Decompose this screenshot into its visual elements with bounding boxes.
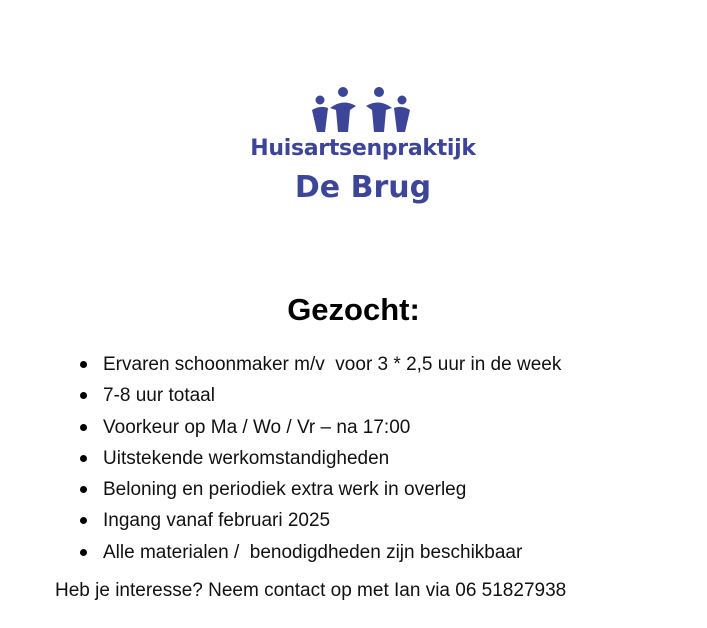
list-item [103, 537, 707, 568]
logo-name-line1: Huisartsenpraktijk [250, 136, 476, 161]
list-item [103, 505, 707, 536]
list-item [103, 349, 707, 380]
list-item-text: Ingang vanaf februari 2025 [103, 510, 331, 532]
list-item-text: Voorkeur op Ma / Wo / Vr – na 17:00 [103, 416, 411, 438]
list-item [103, 443, 707, 474]
requirements-list [60, 349, 707, 568]
bullet-icon [80, 549, 87, 556]
bullet-icon [80, 392, 87, 399]
list-item [103, 380, 707, 411]
bullet-icon [80, 424, 87, 431]
logo-name-line2: De Brug [294, 170, 432, 205]
bullet-icon [80, 486, 87, 493]
list-item-text: Ervaren schoonmaker m/v voor 3 * 2,5 uur in de week [103, 354, 562, 375]
list-item-text: Alle materialen / benodigdheden zijn beschikbaar [103, 541, 523, 563]
list-item [103, 412, 707, 443]
people-group-icon [306, 86, 416, 136]
bullet-icon [80, 455, 87, 462]
contact-line: Heb je interesse? Neem contact op met Ian via 06 51827938 [55, 580, 567, 601]
bullet-icon [80, 361, 87, 368]
practice-logo [228, 84, 498, 214]
list-item-text: 7-8 uur totaal [103, 385, 215, 407]
bullet-icon [80, 517, 87, 524]
list-item [103, 474, 707, 505]
list-item-text: Uitstekende werkomstandigheden [103, 447, 390, 469]
list-item-text: Beloning en periodiek extra werk in overleg [103, 479, 467, 501]
page-title: Gezocht: [287, 292, 420, 327]
